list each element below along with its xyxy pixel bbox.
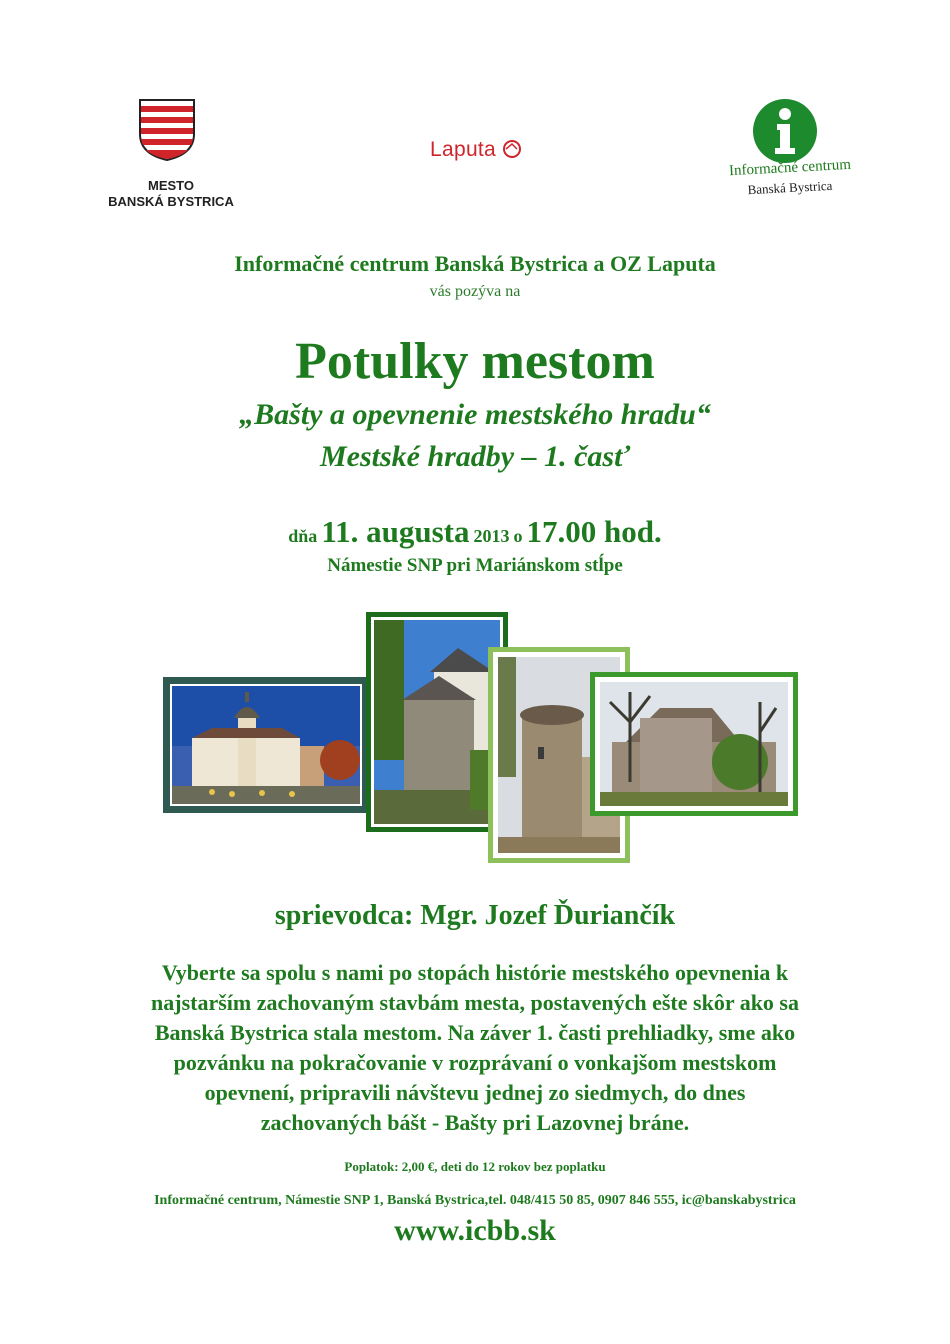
description-line: najstarším zachovaným stavbám mesta, postavených ešte skôr ako sa (151, 990, 799, 1015)
date-prefix: dňa (288, 526, 318, 546)
guide-line: sprievodca: Mgr. Jozef Ďuriančík (274, 900, 676, 931)
event-time: 17.00 hod. (526, 514, 662, 549)
photo-castle-square (163, 677, 369, 813)
logo-laputa (430, 138, 524, 168)
description-line: Banská Bystrica stala mestom. Na záver 1. časti prehliadky, sme ako (154, 1020, 796, 1045)
date-o: o (513, 526, 523, 546)
ic-line2: Banská Bystrica (747, 177, 833, 198)
ic-line1: Informačné centrum (728, 156, 852, 180)
date-day: 11. augusta (321, 514, 470, 549)
description-line: pozvánku na pokračovanie v rozprávaní o vonkajšom mestskom (173, 1050, 777, 1075)
event-date-line (0, 514, 950, 550)
coat-of-arms-icon (138, 98, 196, 162)
mesto-line1: MESTO (148, 178, 194, 193)
contact-line: Informačné centrum, Námestie SNP 1, Banská Bystrica,tel. 048/415 50 85, 0907 846 555, ic@banskabystrica (154, 1193, 796, 1208)
description-line: Vyberte sa spolu s nami po stopách histórie mestského opevnenia k (161, 960, 789, 985)
invites-line: vás pozýva na (429, 283, 521, 300)
date-year: 2013 (473, 526, 510, 546)
info-icon (752, 98, 818, 164)
event-title: Potulky mestom (295, 333, 655, 390)
organizer-line: Informačné centrum Banská Bystrica a OZ Laputa (234, 251, 716, 276)
photo-lazovna-gate-bastion (590, 672, 798, 816)
website-link[interactable]: www.icbb.sk (394, 1214, 556, 1247)
mesto-line2: BANSKÁ BYSTRICA (108, 194, 234, 209)
event-subtitle-2: Mestské hradby – 1. časť (319, 440, 631, 473)
description-line: opevnení, pripravili návštevu jednej zo siedmych, do dnes (204, 1080, 746, 1105)
bicycle-icon (500, 138, 524, 158)
logo-informacne-centrum (724, 98, 856, 208)
fee-line: Poplatok: 2,00 €, deti do 12 rokov bez poplatku (344, 1159, 606, 1174)
event-place: Námestie SNP pri Mariánskom stĺpe (327, 555, 623, 576)
description (0, 958, 950, 1138)
photo-bastion-tower (366, 612, 508, 832)
laputa-text: Laputa (430, 138, 497, 161)
logo-mesto-banska-bystrica (96, 98, 246, 218)
event-subtitle-1: „Bašty a opevnenie mestského hradu“ (239, 398, 711, 431)
description-line: zachovaných bášt - Bašty pri Lazovnej bráne. (260, 1110, 690, 1135)
